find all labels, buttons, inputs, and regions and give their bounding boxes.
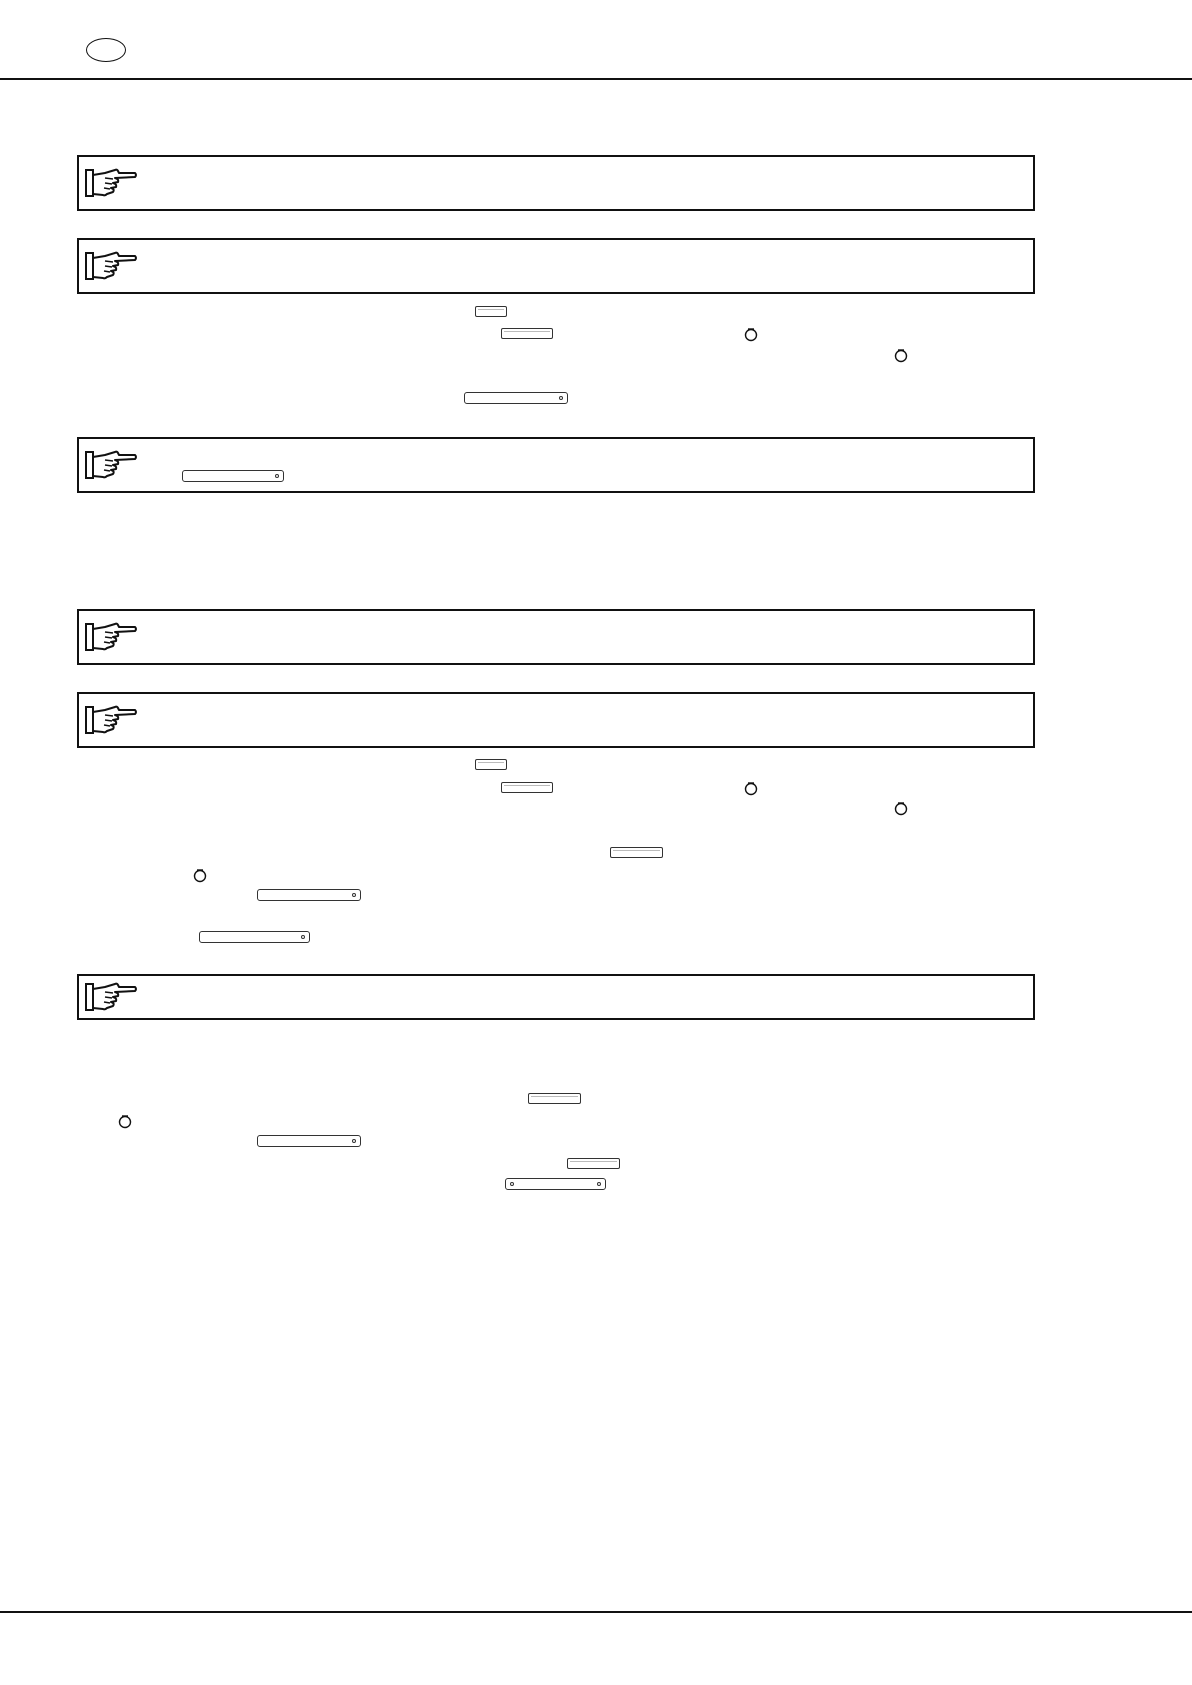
panel-button-icon <box>501 782 553 793</box>
display-field-icon <box>257 1135 361 1147</box>
panel-button-icon <box>475 306 507 317</box>
language-badge <box>86 38 126 62</box>
pointing-hand-icon <box>85 621 137 653</box>
footer-rule <box>0 1611 1192 1613</box>
panel-button-icon <box>501 328 553 339</box>
pointing-hand-icon <box>85 449 137 481</box>
note-box <box>77 238 1035 294</box>
panel-button-icon <box>567 1158 620 1169</box>
panel-button-icon <box>528 1093 581 1104</box>
display-field-icon <box>257 889 361 901</box>
note-box <box>77 692 1035 748</box>
panel-button-icon <box>610 847 663 858</box>
note-box <box>77 609 1035 665</box>
note-box <box>77 155 1035 211</box>
note-box <box>77 974 1035 1020</box>
pointing-hand-icon <box>85 250 137 282</box>
header-rule <box>0 78 1192 80</box>
rotary-knob-icon <box>894 347 908 363</box>
rotary-knob-icon <box>118 1113 132 1129</box>
pointing-hand-icon <box>85 167 137 199</box>
pointing-hand-icon <box>85 704 137 736</box>
note-box <box>77 437 1035 493</box>
rotary-knob-icon <box>744 780 758 796</box>
rotary-knob-icon <box>744 326 758 342</box>
display-field-icon <box>505 1178 606 1190</box>
panel-button-icon <box>475 759 507 770</box>
display-field-icon <box>199 931 310 943</box>
rotary-knob-icon <box>894 800 908 816</box>
display-field-icon <box>182 470 284 482</box>
rotary-knob-icon <box>193 867 207 883</box>
display-field-icon <box>464 392 568 404</box>
pointing-hand-icon <box>85 981 137 1013</box>
